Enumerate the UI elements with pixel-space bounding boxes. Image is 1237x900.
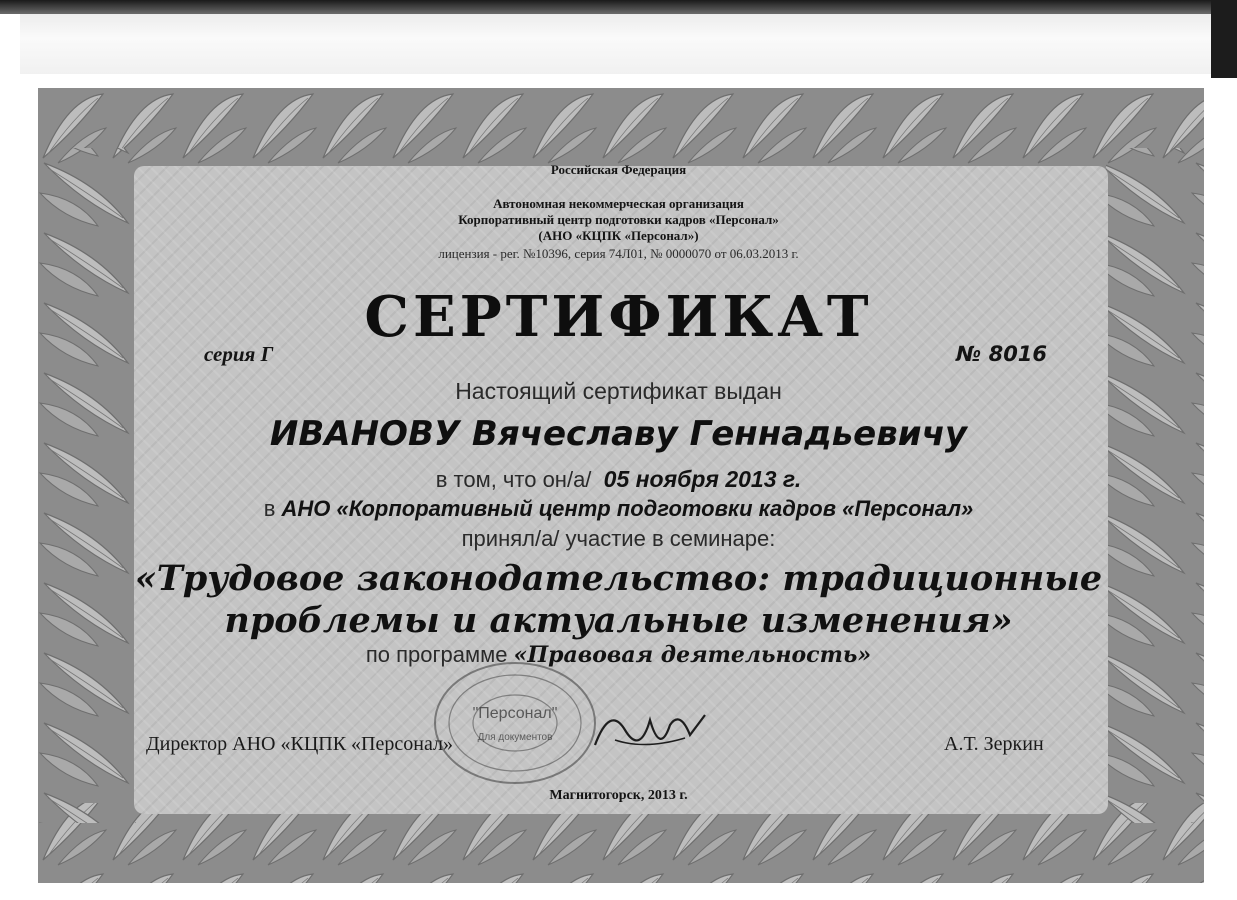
org-line <box>0 496 1237 522</box>
org-abbr-line: (АНО «КЦПК «Персонал») <box>538 228 699 243</box>
director-title: Директор АНО «КЦПК «Персонал» <box>146 733 453 755</box>
scan-edge-top <box>0 0 1237 14</box>
city-year: Магнитогорск, 2013 г. <box>549 788 688 803</box>
stamp-sub-text: Для документов <box>477 732 553 743</box>
program-prefix: по программе <box>365 642 508 667</box>
date-prefix: в том, что он/а/ <box>435 467 592 492</box>
issuing-org: АНО «Корпоративный центр подготовки кадров «Персонал» <box>281 496 974 521</box>
scan-paper-strip <box>20 14 1212 74</box>
org-name-line: Корпоративный центр подготовки кадров «Персонал» <box>458 212 779 227</box>
participation-line: принял/а/ участие в семинаре: <box>461 526 776 551</box>
scan-edge-right <box>1211 0 1237 78</box>
event-date: 05 ноября 2013 г. <box>603 466 802 492</box>
director-name: А.Т. Зеркин <box>944 733 1044 755</box>
program-line <box>0 642 1237 668</box>
program-name: «Правовая деятельность» <box>513 642 872 668</box>
federation-line: Российская Федерация <box>550 162 687 177</box>
recipient-name: ИВАНОВУ Вячеславу Геннадьевичу <box>269 414 968 454</box>
date-line <box>0 466 1237 493</box>
certificate-number: № 8016 <box>956 342 1048 366</box>
license-line: лицензия - рег. №10396, серия 74Л01, № 0000070 от 06.03.2013 г. <box>438 246 799 261</box>
director-signature <box>590 700 710 760</box>
org-prefix: в <box>263 496 276 521</box>
org-type-line: Автономная некоммерческая организация <box>493 196 744 211</box>
seminar-title-line-2: проблемы и актуальные изменения» <box>224 600 1013 641</box>
official-stamp <box>430 658 600 788</box>
certificate-title: СЕРТИФИКАТ <box>364 284 873 350</box>
seminar-title-line-1: «Трудовое законодательство: традиционные <box>134 558 1103 599</box>
issued-to-label: Настоящий сертификат выдан <box>455 378 782 404</box>
stamp-center-text: "Персонал" <box>472 705 558 722</box>
certificate-series: серия Г <box>204 342 274 366</box>
